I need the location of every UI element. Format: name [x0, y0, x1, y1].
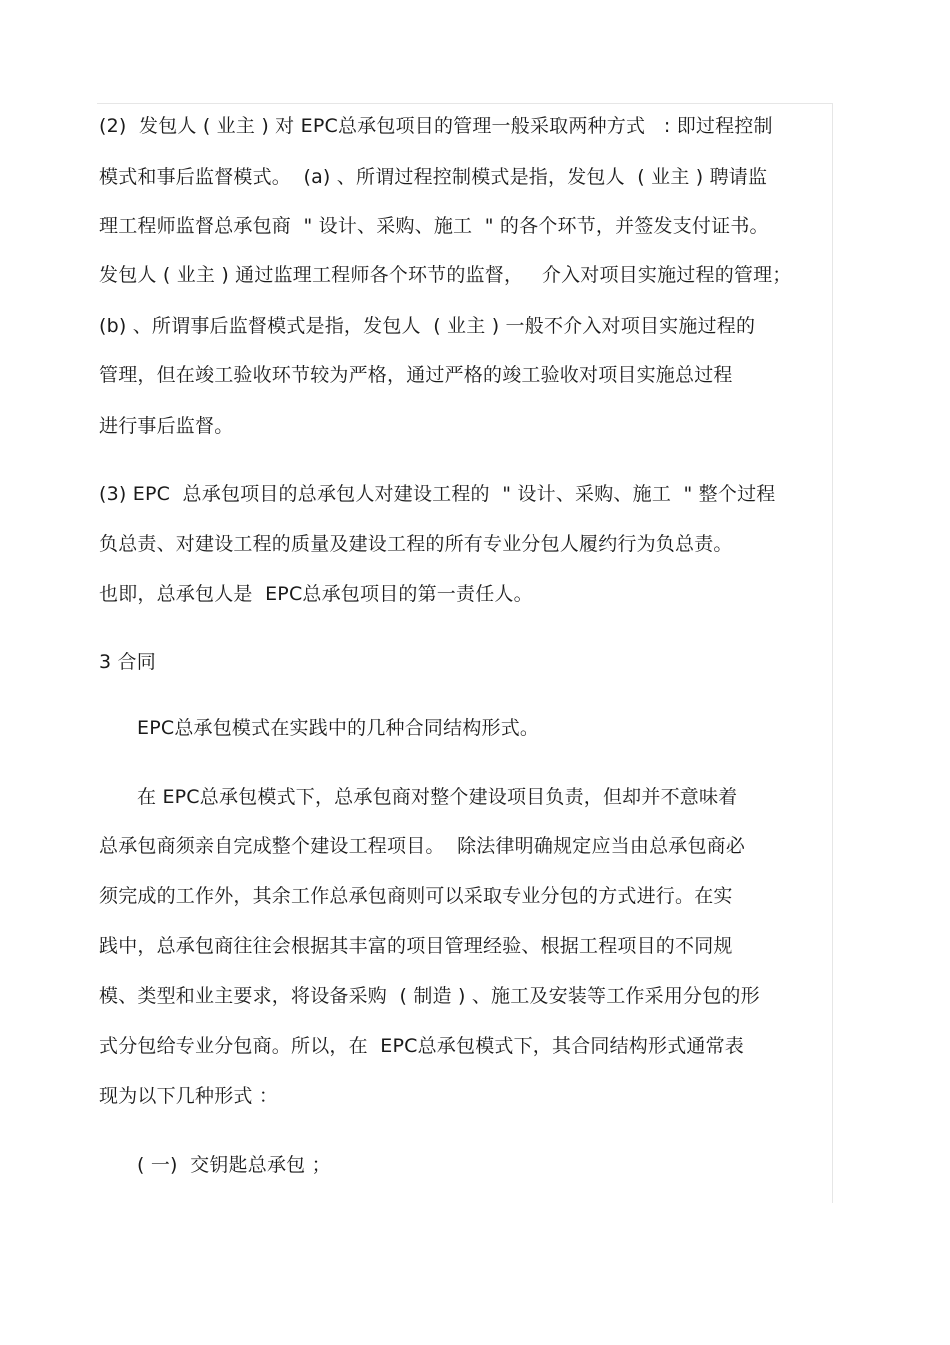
paragraph-2-line-7: 进行事后监督。 [99, 415, 234, 437]
paragraph-body-line-6: 式分包给专业分包商。所以，在 EPC总承包模式下，其合同结构形式通常表 [99, 1035, 745, 1057]
paragraph-body-line-3: 须完成的工作外，其余工作总承包商则可以采取专业分包的方式进行。在实 [99, 885, 733, 907]
paragraph-3-line-3: 也即，总承包人是 EPC总承包项目的第一责任人。 [99, 583, 533, 605]
paragraph-2-line-1: (2) 发包人 ( 业主 ) 对 EPC总承包项目的管理一般采取两种方式 : 即过程控制 [99, 115, 773, 137]
section-heading: 3 合同 [99, 651, 156, 673]
page-border-right [832, 103, 833, 1203]
paragraph-body-line-7: 现为以下几种形式 ： [99, 1085, 279, 1107]
paragraph-body-line-5: 模、类型和业主要求，将设备采购 ( 制造 ) 、施工及安装等工作采用分包的形 [99, 985, 760, 1007]
list-item-1: ( 一) 交钥匙总承包 ； [137, 1154, 331, 1176]
subheading: EPC总承包模式在实践中的几种合同结构形式。 [137, 717, 540, 739]
paragraph-2-line-5: (b) 、所谓事后监督模式是指，发包人 ( 业主 ) 一般不介入对项目实施过程的 [99, 315, 756, 337]
page-border-top [97, 103, 833, 104]
paragraph-2-line-6: 管理，但在竣工验收环节较为严格，通过严格的竣工验收对项目实施总过程 [99, 364, 733, 386]
paragraph-3-line-2: 负总责、对建设工程的质量及建设工程的所有专业分包人履约行为负总责。 [99, 533, 733, 555]
paragraph-body-line-1: 在 EPC总承包模式下，总承包商对整个建设项目负责，但却并不意味着 [137, 786, 738, 808]
paragraph-2-line-2: 模式和事后监督模式。 (a) 、所谓过程控制模式是指，发包人 ( 业主 ) 聘请监 [99, 166, 768, 188]
paragraph-2-line-4: 发包人 ( 业主 ) 通过监理工程师各个环节的监督， 介入对项目实施过程的管理； [99, 264, 792, 286]
paragraph-2-line-3: 理工程师监督总承包商 " 设计、采购、施工 " 的各个环节，并签发支付证书。 [99, 215, 769, 237]
paragraph-3-line-1: (3) EPC 总承包项目的总承包人对建设工程的 " 设计、采购、施工 " 整个过程 [99, 483, 776, 505]
paragraph-body-line-2: 总承包商须亲自完成整个建设工程项目。 除法律明确规定应当由总承包商必 [99, 835, 746, 857]
paragraph-body-line-4: 践中，总承包商往往会根据其丰富的项目管理经验、根据工程项目的不同规 [99, 935, 733, 957]
